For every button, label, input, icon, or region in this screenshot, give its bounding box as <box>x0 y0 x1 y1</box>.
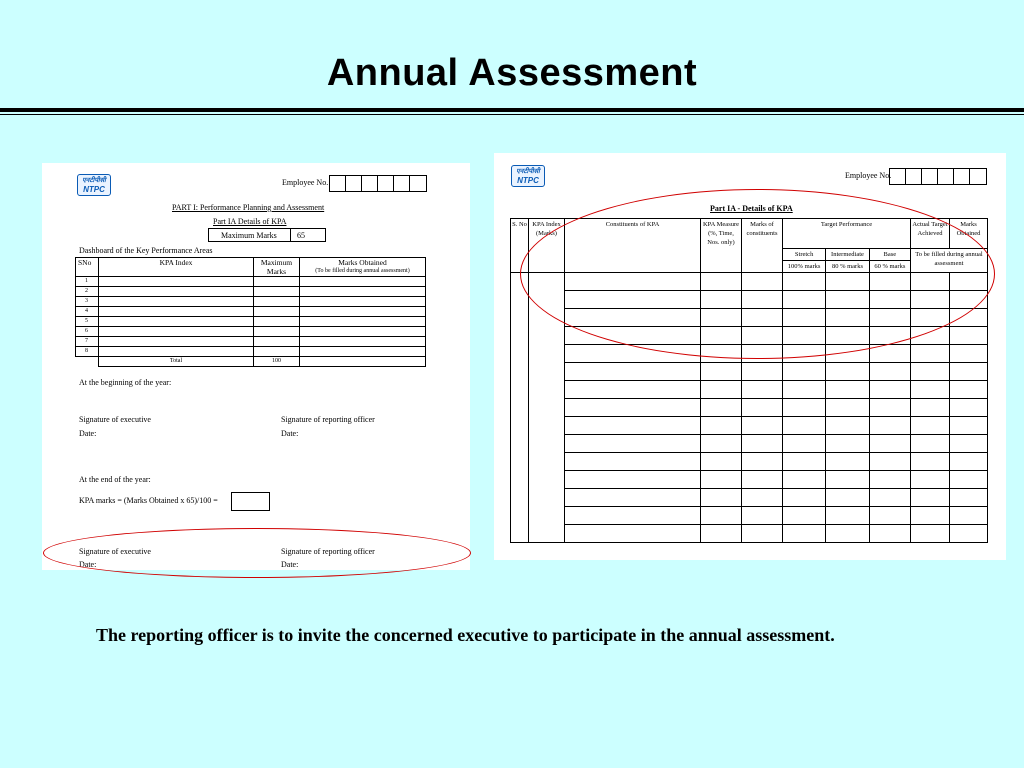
table-cell <box>701 435 742 453</box>
table-cell <box>950 399 988 417</box>
col-constituents: Constituents of KPA <box>565 219 701 273</box>
table-cell <box>701 471 742 489</box>
table-cell <box>511 453 529 471</box>
table-cell <box>911 471 950 489</box>
table-cell <box>911 507 950 525</box>
table-cell <box>701 507 742 525</box>
table-cell <box>783 435 826 453</box>
date-executive-2: Date: <box>79 560 97 569</box>
table-cell <box>701 489 742 507</box>
slide-caption: The reporting officer is to invite the concerned executive to participate in the annual assessment. <box>96 625 835 645</box>
table-cell <box>911 363 950 381</box>
table-cell <box>911 399 950 417</box>
date-reporting-officer-1: Date: <box>281 429 299 438</box>
col-base: Base <box>869 249 910 261</box>
table-cell <box>529 525 565 543</box>
table-cell <box>511 525 529 543</box>
col-marks-obtained: Marks Obtained (To be filled during annual assessment) <box>300 258 426 277</box>
col-s-no: S. No <box>511 219 529 273</box>
table-cell <box>742 435 783 453</box>
table-cell <box>826 453 869 471</box>
table-cell <box>911 345 950 363</box>
table-cell <box>869 381 910 399</box>
table-cell <box>869 399 910 417</box>
signature-executive-1: Signature of executive <box>79 415 151 424</box>
col-sno: SNo <box>76 258 99 277</box>
col-intermediate: Intermediate <box>826 249 869 261</box>
table-cell <box>742 507 783 525</box>
table-cell <box>826 435 869 453</box>
table-row <box>76 337 426 347</box>
table-cell <box>511 363 529 381</box>
table-cell <box>300 337 426 347</box>
table-cell <box>565 417 701 435</box>
table-row <box>511 417 988 435</box>
table-cell <box>529 345 565 363</box>
table-cell <box>529 399 565 417</box>
table-row <box>511 381 988 399</box>
row-number: 5 <box>76 317 99 327</box>
table-cell <box>869 417 910 435</box>
table-row <box>511 363 988 381</box>
table-cell <box>950 435 988 453</box>
table-cell <box>565 453 701 471</box>
row-number: 1 <box>76 277 99 287</box>
table-cell <box>565 363 701 381</box>
base-marks: 60 % marks <box>869 261 910 273</box>
table-cell <box>99 337 254 347</box>
table-cell <box>511 507 529 525</box>
table-cell <box>701 381 742 399</box>
table-cell <box>826 507 869 525</box>
table-cell <box>950 471 988 489</box>
table-cell <box>950 453 988 471</box>
table-cell <box>99 327 254 337</box>
details-title: Part IA - Details of KPA <box>710 204 793 213</box>
title-underline-thick <box>0 108 1024 112</box>
ntpc-logo: एनटीपीसी NTPC <box>77 174 111 196</box>
kpa-dashboard-table <box>75 257 426 367</box>
table-cell <box>950 417 988 435</box>
row-number: 6 <box>76 327 99 337</box>
table-cell <box>869 435 910 453</box>
table-cell <box>99 307 254 317</box>
table-cell <box>742 453 783 471</box>
table-cell <box>911 417 950 435</box>
table-cell <box>911 453 950 471</box>
ntpc-logo-right: एनटीपीसी NTPC <box>511 165 545 187</box>
col-stretch: Stretch <box>783 249 826 261</box>
kpa-marks-formula: KPA marks = (Marks Obtained x 65)/100 = <box>79 496 218 505</box>
row-number: 4 <box>76 307 99 317</box>
table-cell <box>869 453 910 471</box>
table-cell <box>742 363 783 381</box>
table-cell <box>254 317 300 327</box>
table-cell <box>742 417 783 435</box>
end-of-year-label: At the end of the year: <box>79 475 151 484</box>
highlight-ellipse-header <box>520 189 995 359</box>
table-row <box>511 507 988 525</box>
table-cell <box>99 287 254 297</box>
table-cell <box>701 399 742 417</box>
table-cell <box>783 525 826 543</box>
col-marks-of-constituents: Marks of constituents <box>742 219 783 273</box>
table-cell <box>783 471 826 489</box>
table-cell <box>701 363 742 381</box>
table-cell <box>783 399 826 417</box>
table-cell <box>701 525 742 543</box>
table-cell <box>911 525 950 543</box>
table-row <box>76 287 426 297</box>
table-row <box>76 277 426 287</box>
table-cell <box>254 327 300 337</box>
signature-reporting-officer-2: Signature of reporting officer <box>281 547 375 556</box>
table-cell <box>511 489 529 507</box>
part-title: PART I: Performance Planning and Assessment <box>172 203 325 212</box>
col-target-performance: Target Performance <box>783 219 911 249</box>
employee-no-boxes-right <box>889 168 987 185</box>
table-cell <box>826 471 869 489</box>
table-cell <box>254 297 300 307</box>
table-cell <box>869 507 910 525</box>
table-cell <box>826 399 869 417</box>
table-cell <box>742 471 783 489</box>
table-row <box>511 399 988 417</box>
table-row <box>511 435 988 453</box>
signature-executive-2: Signature of executive <box>79 547 151 556</box>
table-cell <box>911 489 950 507</box>
table-cell <box>529 489 565 507</box>
table-cell <box>99 297 254 307</box>
table-cell <box>300 307 426 317</box>
table-cell <box>783 507 826 525</box>
col-maximum-marks: Maximum Marks <box>254 258 300 277</box>
table-cell <box>254 277 300 287</box>
kpa-marks-result-box <box>231 492 270 511</box>
total-value: 100 <box>254 357 300 367</box>
table-cell <box>529 453 565 471</box>
table-cell <box>529 507 565 525</box>
table-cell <box>911 381 950 399</box>
table-cell <box>869 489 910 507</box>
table-cell <box>742 381 783 399</box>
table-cell <box>254 347 300 357</box>
table-cell <box>529 327 565 345</box>
stretch-marks: 100% marks <box>783 261 826 273</box>
table-cell <box>99 347 254 357</box>
max-marks-label: Maximum Marks <box>208 228 326 242</box>
table-row <box>76 317 426 327</box>
table-cell <box>565 399 701 417</box>
table-row <box>511 453 988 471</box>
table-cell <box>254 287 300 297</box>
table-cell <box>529 417 565 435</box>
employee-no-boxes <box>329 175 427 192</box>
table-cell <box>701 453 742 471</box>
table-cell <box>565 507 701 525</box>
table-cell <box>742 399 783 417</box>
table-cell <box>300 327 426 337</box>
table-cell <box>511 309 529 327</box>
highlight-ellipse-signatures <box>43 528 471 578</box>
total-label: Total <box>99 357 254 367</box>
table-cell <box>701 417 742 435</box>
table-row <box>511 489 988 507</box>
table-cell <box>511 345 529 363</box>
left-form-image <box>42 163 470 570</box>
col-marks-obtained-right: Marks Obtained <box>950 219 988 249</box>
table-cell <box>742 525 783 543</box>
table-cell <box>511 417 529 435</box>
table-cell <box>511 399 529 417</box>
table-cell <box>565 489 701 507</box>
table-cell <box>783 363 826 381</box>
title-underline-thin <box>0 114 1024 115</box>
table-row <box>76 347 426 357</box>
table-cell <box>511 471 529 489</box>
max-marks-value: 65 <box>290 228 326 242</box>
table-cell <box>826 525 869 543</box>
table-cell <box>99 317 254 327</box>
row-number: 7 <box>76 337 99 347</box>
intermediate-marks: 80 % marks <box>826 261 869 273</box>
table-cell <box>869 525 910 543</box>
table-cell <box>826 363 869 381</box>
table-row <box>76 327 426 337</box>
table-cell <box>783 417 826 435</box>
table-cell <box>254 337 300 347</box>
table-cell <box>565 381 701 399</box>
col-kpa-index-marks: KPA Index (Marks) <box>529 219 565 273</box>
table-cell <box>783 453 826 471</box>
table-row <box>511 471 988 489</box>
table-cell <box>783 489 826 507</box>
employee-no-label: Employee No. <box>282 178 329 187</box>
table-cell <box>911 435 950 453</box>
col-kpa-index: KPA Index <box>99 258 254 277</box>
table-cell <box>529 381 565 399</box>
table-cell <box>950 525 988 543</box>
row-number: 8 <box>76 347 99 357</box>
table-cell <box>511 327 529 345</box>
table-cell <box>950 489 988 507</box>
table-cell <box>300 297 426 307</box>
table-cell <box>529 363 565 381</box>
table-cell <box>950 345 988 363</box>
table-cell <box>565 435 701 453</box>
row-number: 2 <box>76 287 99 297</box>
table-cell <box>99 277 254 287</box>
table-cell <box>300 287 426 297</box>
row-number: 3 <box>76 297 99 307</box>
table-cell <box>529 435 565 453</box>
table-cell <box>950 327 988 345</box>
table-cell <box>826 489 869 507</box>
table-row <box>76 297 426 307</box>
date-reporting-officer-2: Date: <box>281 560 299 569</box>
col-kpa-measure: KPA Measure (%, Time, Nos. only) <box>701 219 742 273</box>
table-cell <box>565 471 701 489</box>
beginning-of-year-label: At the beginning of the year: <box>79 378 172 387</box>
table-row <box>76 307 426 317</box>
table-cell <box>511 381 529 399</box>
table-cell <box>254 307 300 317</box>
table-cell <box>826 381 869 399</box>
table-cell <box>300 277 426 287</box>
slide-title: Annual Assessment <box>326 52 698 94</box>
table-cell <box>950 507 988 525</box>
sub-title: Part IA Details of KPA <box>213 217 287 226</box>
table-cell <box>742 489 783 507</box>
table-cell <box>783 381 826 399</box>
table-cell <box>826 417 869 435</box>
table-cell <box>529 471 565 489</box>
signature-reporting-officer-1: Signature of reporting officer <box>281 415 375 424</box>
fill-note: To be filled during annual assessment <box>911 249 988 273</box>
table-cell <box>511 435 529 453</box>
table-cell <box>565 525 701 543</box>
table-cell <box>869 363 910 381</box>
date-executive-1: Date: <box>79 429 97 438</box>
table-row <box>511 525 988 543</box>
table-cell <box>869 471 910 489</box>
table-cell <box>950 381 988 399</box>
employee-no-label-right: Employee No. <box>845 171 892 180</box>
table-cell <box>300 347 426 357</box>
col-actual-target: Actual Target Achieved <box>911 219 950 249</box>
table-cell <box>300 317 426 327</box>
table-cell <box>950 363 988 381</box>
dashboard-title: Dashboard of the Key Performance Areas <box>79 246 213 255</box>
